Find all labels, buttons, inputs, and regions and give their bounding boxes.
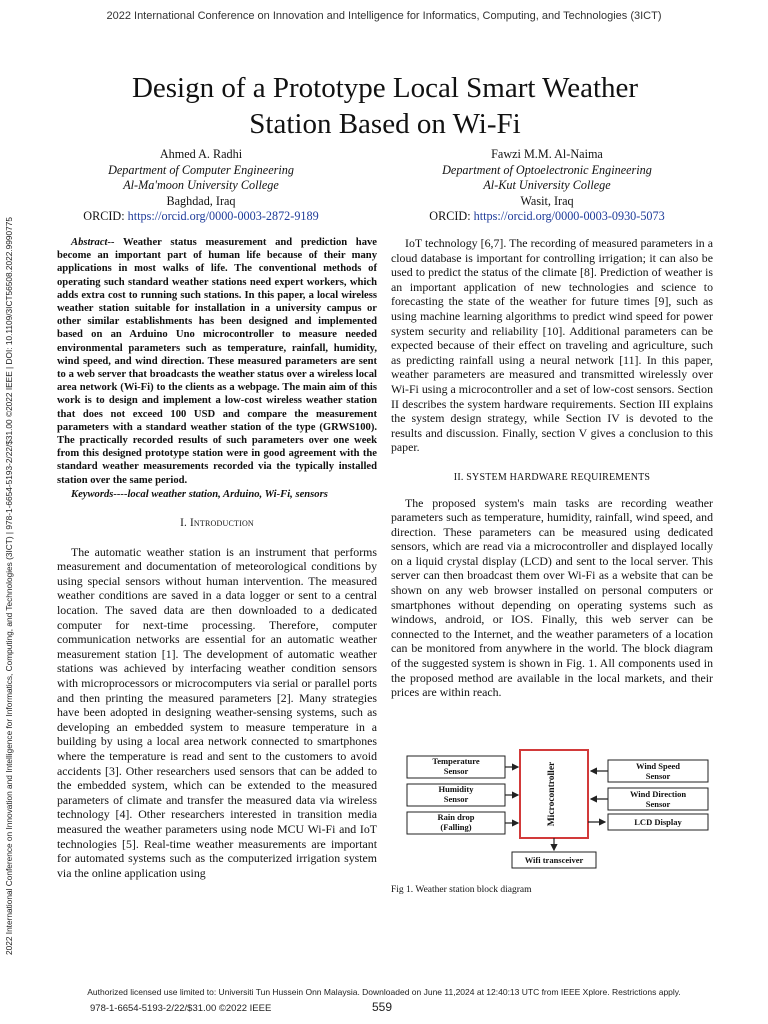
body-paragraph: The proposed system's main tasks are recording weather parameters such as temperature, humidity, rainfall, wind speed, and direction. These parameters can be measured using dedicated sensors, which are read via a microcontroller and displayed locally on a liquid crystal display (LCD) and sent to the local server. This server can then broadcast them over Wi-Fi as a website that can be shown on any web browser installed on personal computers or smartphones without depending on operating systems such as windows, android, or IOS. Finally, this web server can be connected to the Internet, and the weather parameters of a location can be monitored from anywhere in the world. The block diagram of the suggested system is shown in Fig. 1. All components used in the proposed method are available in the local markets, and their prices are within reach.: [391, 495, 713, 700]
side-metadata-strip: 2022 International Conference on Innovation and Intelligence for Informatics, Computing, and Technologies (3ICT) | 978-1-6654-5193-2/22/$31.00 ©2022 IEEE | DOI: 10.1109/3ICT56508.2022.9990775: [4, 217, 14, 955]
author-block-1: [70, 147, 332, 225]
wind-direction-sensor-box: [608, 788, 708, 810]
svg-text:Sensor: Sensor: [443, 794, 469, 804]
humidity-sensor-box: [407, 784, 505, 806]
author-name: Fawzi M.M. Al-Naima: [491, 147, 603, 161]
left-column: [57, 236, 377, 880]
svg-text:Sensor: Sensor: [443, 766, 469, 776]
orcid-label: ORCID:: [429, 209, 474, 223]
author-name: Ahmed A. Radhi: [159, 147, 243, 161]
authorized-use-footer: Authorized licensed use limited to: Universiti Tun Hussein Onn Malaysia. Downloaded on June 11,2024 at 12:40:13 UTC from IEEE Xplore. Restrictions apply.: [87, 987, 681, 997]
svg-text:Microcontroller: Microcontroller: [547, 761, 557, 827]
author-block-2: [398, 147, 696, 225]
svg-text:Temperature: Temperature: [432, 756, 480, 766]
right-column: [391, 236, 713, 700]
conference-header: 2022 International Conference on Innovation and Intelligence for Informatics, Computing, and Technologies (3ICT): [106, 10, 662, 22]
rain-drop-sensor-box: [407, 812, 505, 834]
lcd-display-box: [608, 814, 708, 830]
paper-title: [80, 70, 690, 142]
author-orcid: [398, 209, 696, 225]
figure-caption: Fig 1. Weather station block diagram: [391, 885, 532, 895]
abstract-text: Weather status measurement and prediction have become an important part of human life because of their many applications in most walks of life. The conventional methods of operating such standard weather stations need expert workers, which adds extra cost to running such stations. In this paper, a local wireless weather station suitable for installation in a university campus or other similar establishments has been designed and implemented based on an Arduino Uno microcontroller to measure needed environmental parameters such as temperature, rainfall, humidity, wind speed, and wind direction. These measured parameters are sent to a web server that broadcasts the weather status over a wireless local area network (Wi-Fi) to the clients as a webpage. The main aim of this work is to design and implement a low-cost wireless weather station that does not exceed 100 USD and compare the measurement parameters with a standard weather station of the type (GRWS100). The practically recorded results of such parameters over one week from this designed prototype station were in good agreement with the standard weather measurements recorded via the typically installed station over the same period.: [57, 237, 377, 486]
keywords: Keywords----local weather station, Arduino, Wi-Fi, sensors: [71, 488, 328, 500]
abstract-label: Abstract--: [71, 237, 115, 248]
author-college: Al-Ma'moon University College: [123, 178, 279, 192]
svg-text:Humidity: Humidity: [438, 784, 474, 794]
microcontroller-box: [520, 750, 588, 838]
svg-text:LCD Display: LCD Display: [634, 817, 682, 827]
svg-text:Sensor: Sensor: [645, 799, 671, 809]
title-line-2: Station Based on Wi-Fi: [249, 108, 521, 140]
svg-text:Wind Speed: Wind Speed: [635, 761, 681, 771]
block-diagram-figure: [404, 748, 714, 872]
body-paragraph: IoT technology [6,7]. The recording of measured parameters in a cloud database is important for controlling irrigation; it can also be used to predict the status of the climate [8]. Prediction of weather is an important application of new technologies and science to forecasting the state of the weather for future times [9], such as using machine learning algorithms to predict wind speed for power system security and reliability [10]. Additional parameters can be expected because of their effect on traveling and agriculture, such as predicting rainfall using a neural network [11]. In this paper, weather parameters are measured and transmitted wirelessly over Wi-Fi using a microcontroller and a set of low-cost sensors. Section II describes the system hardware requirements. Section III explains the system design strategy, while Section IV is devoted to the results and discussion. Finally, section V gives a conclusion to this paper.: [391, 236, 713, 455]
section-heading-introduction: I. Introduction: [180, 517, 254, 530]
author-orcid: [70, 209, 332, 225]
author-location: Wasit, Iraq: [520, 193, 574, 208]
abstract: [57, 236, 377, 487]
svg-text:(Falling): (Falling): [440, 822, 472, 832]
wind-speed-sensor-box: [608, 760, 708, 782]
svg-text:Wind Direction: Wind Direction: [629, 789, 687, 799]
section-heading-hardware: II. SYSTEM HARDWARE REQUIREMENTS: [453, 471, 651, 483]
wifi-transceiver-box: [512, 852, 596, 868]
orcid-link[interactable]: https://orcid.org/0000-0003-2872-9189: [127, 209, 319, 223]
copyright-footer: 978-1-6654-5193-2/22/$31.00 ©2022 IEEE: [90, 1003, 272, 1014]
temperature-sensor-box: [407, 756, 505, 778]
author-department: Department of Optoelectronic Engineering: [442, 162, 652, 177]
page-number: 559: [372, 1000, 393, 1014]
svg-text:Sensor: Sensor: [645, 771, 671, 781]
author-location: Baghdad, Iraq: [166, 193, 236, 208]
block-diagram: [404, 748, 714, 872]
orcid-label: ORCID:: [83, 209, 128, 223]
svg-text:Rain drop: Rain drop: [437, 812, 475, 822]
author-department: Department of Computer Engineering: [108, 162, 294, 177]
introduction-paragraph: The automatic weather station is an instrument that performs measurement and documentation of meteorological conditions by using special sensors without human intervention. The measured weather conditions are saved in a data logger or sent to a central location. The saved data are then downloaded to a dedicated computer for next-time processing. Therefore, computer communication networks are essential for an automatic weather measurement station [1]. The development of automatic weather stations was achieved by interfacing weather condition sensors with microprocessors or microcomputers via serial or parallel ports and then printing the measured parameters [2]. Many strategies have been adopted in designing weather-sensing systems, such as developing an embedded system to measure temperature in a building by using a local area network connected to smartphones where the temperature is read and sent to the customers to avoid accidents [3]. Other researchers used sensors that can be added to the embedded system, which can be extended to the measured parameters of climate and transfer the measured data via wireless technology [4]. Other researchers interested in transition media measured the weather parameters using node MCU Wi-Fi and IoT technologies [5]. Real-time weather measurements are important for automated systems such as the computerized irrigation system via the online application using: [57, 544, 377, 880]
title-line-1: Design of a Prototype Local Smart Weather: [131, 72, 639, 104]
svg-text:Wifi transceiver: Wifi transceiver: [524, 855, 584, 865]
author-college: Al-Kut University College: [483, 178, 611, 192]
orcid-link[interactable]: https://orcid.org/0000-0003-0930-5073: [473, 209, 665, 223]
